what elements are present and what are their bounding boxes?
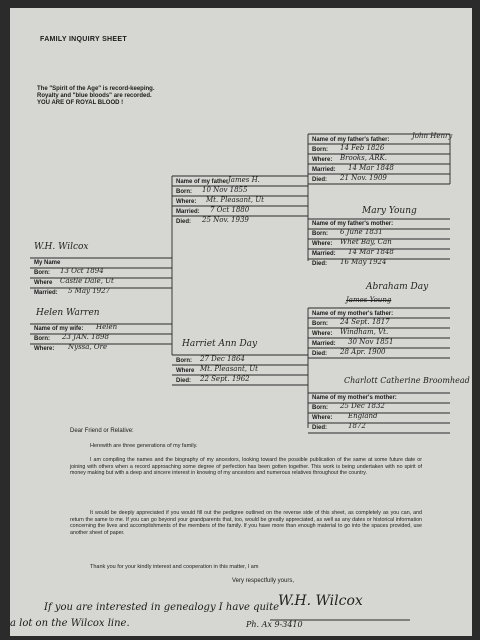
letter-signature: W.H. Wilcox xyxy=(278,593,363,609)
label-ff-born: Born: xyxy=(312,147,328,153)
self-where: Castle Dale, Ut xyxy=(60,277,114,285)
father-married: 7 Oct 1880 xyxy=(210,206,250,214)
footnote-phone: Ph. Ax 9-3410 xyxy=(246,620,303,629)
fathers-father-name: John Henry xyxy=(412,132,453,140)
self-name: W.H. Wilcox xyxy=(34,242,89,252)
label-mm-born: Born: xyxy=(312,405,328,411)
label-mf-died: Died: xyxy=(312,351,327,357)
intro-line-2: Royalty and "blue bloods" are recorded. xyxy=(37,93,152,99)
label-fm-born: Born: xyxy=(312,231,328,237)
intro-line-1: The "Spirit of the Age" is record-keeping. xyxy=(37,86,155,92)
label-father-where: Where: xyxy=(176,199,197,205)
label-mother-died: Died: xyxy=(176,378,191,384)
label-father-married: Married: xyxy=(176,209,200,215)
ff-born: 14 Feb 1826 xyxy=(340,144,385,152)
wife-where: Nyssa, Ore xyxy=(68,343,108,351)
mm-born: 25 Dec 1832 xyxy=(340,402,385,410)
mother-born: 27 Dec 1864 xyxy=(200,355,245,363)
fm-born: 6 June 1831 xyxy=(340,228,383,236)
ff-where: Brooks, ARK. xyxy=(340,154,387,162)
wife-name: Helen xyxy=(96,323,118,331)
wife-full-name: Helen Warren xyxy=(36,308,100,318)
father-died: 25 Nov. 1939 xyxy=(202,216,249,224)
label-wife-born: Born: xyxy=(34,336,50,342)
label-ff-married: Married: xyxy=(312,167,336,173)
fm-married: 14 Mar 1848 xyxy=(348,248,394,256)
label-mf-married: Married: xyxy=(312,341,336,347)
label-mother-born: Born: xyxy=(176,358,192,364)
father-born: 10 Nov 1855 xyxy=(202,186,248,194)
letter-closing: Very respectfully yours, xyxy=(232,578,295,584)
label-mothers-mother: Name of my mother's mother: xyxy=(312,395,397,401)
label-wife-where: Where: xyxy=(34,346,55,352)
ff-died: 21 Nov. 1909 xyxy=(340,174,387,182)
label-mm-where: Where: xyxy=(312,415,333,421)
label-mother-where: Where xyxy=(176,368,195,374)
intro-line-3: YOU ARE OF ROYAL BLOOD ! xyxy=(37,100,124,106)
self-married: 5 May 1927 xyxy=(68,287,111,295)
mf-married: 30 Nov 1851 xyxy=(348,338,394,346)
fm-died: 16 May 1924 xyxy=(340,258,387,266)
father-where: Mt. Pleasant, Ut xyxy=(206,196,264,204)
letter-p3: It would be deeply appreciated if you would fill out the pedigree outlined on the reverse side of this sheet, as completely as you can, and return the same to me. If you can go beyond your grandparents that, too, would be greatly appreciated, as well as any dates or historical information concerning the lives and accomplishments of the members of the family. If you have more than enough material to go into the spaces provided, use another sheet of paper. xyxy=(70,510,422,537)
father-name: James H. xyxy=(228,176,260,184)
inquiry-sheet xyxy=(10,8,472,636)
mf-died: 28 Apr. 1900 xyxy=(340,348,386,356)
mother-where: Mt. Pleasant, Ut xyxy=(200,365,258,373)
label-ff-died: Died: xyxy=(312,177,327,183)
fathers-mother-name: Mary Young xyxy=(362,206,417,216)
letter-p2: I am compiling the names and the biography of my ancestors, looking toward the possible publication of the same at some future date or joining with others when a record approaching some degree of perfection has been gotten together. This work is being undertaken with no spirit of money making but with a deep and sincere interest in knowing of my ancestors and numerous relatives throughout the country. xyxy=(70,457,422,477)
self-born: 13 Oct 1894 xyxy=(60,267,104,275)
mm-where: England xyxy=(348,412,378,420)
footnote-line-2: a lot on the Wilcox line. xyxy=(10,618,130,629)
label-fathers-mother: Name of my father's mother: xyxy=(312,221,394,227)
label-father: Name of my father xyxy=(176,179,229,185)
mf-where: Windham, Vt. xyxy=(340,328,389,336)
mothers-mother-name: Charlott Catherine Broomhead xyxy=(344,376,470,385)
label-father-born: Born: xyxy=(176,189,192,195)
label-fathers-father: Name of my father's father: xyxy=(312,137,390,143)
label-mf-where: Where: xyxy=(312,331,333,337)
mf-born: 24 Sept. 1817 xyxy=(340,318,390,326)
ff-married: 14 Mar 1848 xyxy=(348,164,394,172)
label-ff-where: Where: xyxy=(312,157,333,163)
label-mm-died: Died: xyxy=(312,425,327,431)
label-my-name: My Name xyxy=(34,260,61,266)
label-wife: Name of my wife: xyxy=(34,326,84,332)
label-mf-born: Born: xyxy=(312,321,328,327)
label-self-where: Where xyxy=(34,280,53,286)
footnote-line-1: If you are interested in genealogy I have quite xyxy=(44,602,280,613)
mother-name: Harriet Ann Day xyxy=(182,339,258,349)
letter-salutation: Dear Friend or Relative: xyxy=(70,428,134,434)
label-fm-where: Where: xyxy=(312,241,333,247)
label-fm-married: Married: xyxy=(312,251,336,257)
label-fm-died: Died: xyxy=(312,261,327,267)
mothers-father-struck-name: James Young xyxy=(346,296,392,304)
mm-died: 1872 xyxy=(348,422,366,430)
letter-p4: Thank you for your kindly interest and cooperation in this matter, I am xyxy=(90,564,259,570)
wife-born: 23 JAN. 1898 xyxy=(62,333,109,341)
letter-p1: Herewith are three generations of my family. xyxy=(90,443,198,449)
label-father-died: Died: xyxy=(176,219,191,225)
mother-died: 22 Sept. 1962 xyxy=(200,375,250,383)
sheet-title: FAMILY INQUIRY SHEET xyxy=(40,36,127,43)
fm-where: Whet Bay, Can xyxy=(340,238,392,246)
label-self-born: Born: xyxy=(34,270,50,276)
mothers-father-name: Abraham Day xyxy=(366,282,429,292)
label-mothers-father: Name of my mother's father: xyxy=(312,311,394,317)
label-self-married: Married: xyxy=(34,290,58,296)
